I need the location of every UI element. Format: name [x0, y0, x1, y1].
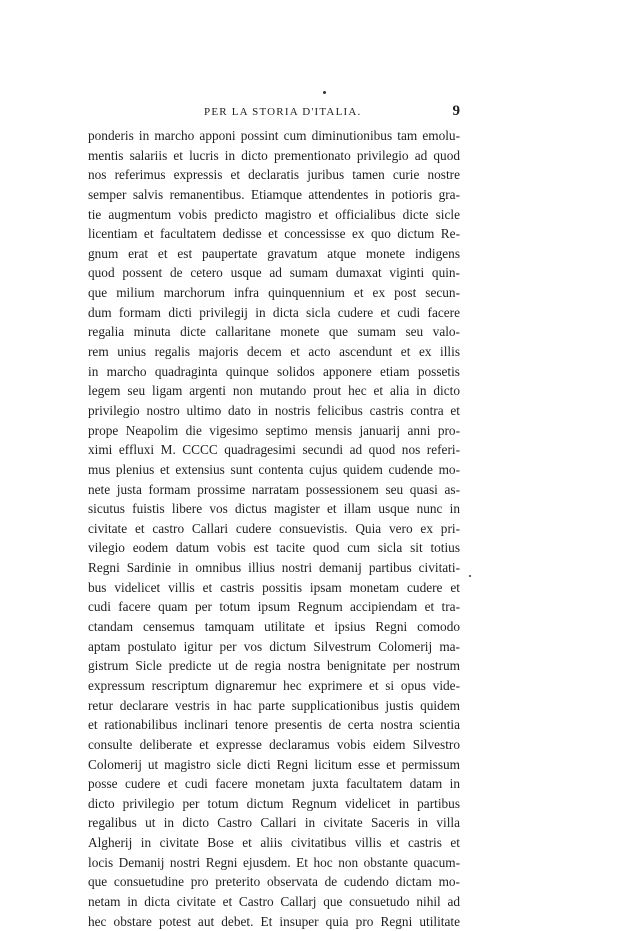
- text-line: licentiam et facultatem dedisse et concessisse ex quo dictum Re-: [88, 226, 460, 242]
- text-line: cudi facere quam per totum ipsum Regnum accipiendam et tra-: [88, 599, 460, 615]
- text-line: gnum erat et est paupertate gravatum atque monete indigens: [88, 245, 460, 261]
- text-line: consulte deliberate et expresse declaramus vobis eidem Silvestro: [88, 736, 460, 752]
- text-line: et rationabilibus inclinari tenore presentis de certa nostra scientia: [88, 717, 460, 733]
- text-line: quod possent de cetero usque ad sumam dumaxat viginti quin-: [88, 265, 460, 281]
- ink-speck: [323, 91, 326, 94]
- text-line: dicto privilegio per totum dictum Regnum videlicet in partibus: [88, 795, 460, 811]
- text-line: legem seu ligam argenti non mutando prout hec et alia in dicto: [88, 383, 460, 399]
- text-line: civitate et castro Callari cudere consuevistis. Quia vero ex pri-: [88, 520, 460, 536]
- ink-speck: [469, 575, 471, 577]
- text-line: prope Neapolim die vigesimo septimo mensis januarij anni pro-: [88, 422, 460, 438]
- text-line: Regni Sardinie in omnibus illius nostri demanij partibus civitati-: [88, 560, 460, 576]
- text-line: nos referimus expressis et declaratis juribus tamen curie nostre: [88, 167, 460, 183]
- text-line: privilegio nostro ultimo dato in nostris felicibus castris contra et: [88, 402, 460, 418]
- running-title: PER LA STORIA D'ITALIA.: [204, 106, 362, 118]
- text-line: ctandam censemus tamquam utilitate et ipsius Regni comodo: [88, 619, 460, 635]
- text-line: dum formam dicti privilegij in dicta sicla cudere et cudi facere: [88, 304, 460, 320]
- text-line: mentis salariis et lucris in dicto prementionato privilegio ad quod: [88, 147, 460, 163]
- text-line: gistrum Sicle predicte ut de regia nostra benignitate per nostrum: [88, 658, 460, 674]
- text-line: aptam postulato igitur per vos dictum Silvestrum Colomerij ma-: [88, 638, 460, 654]
- text-line: in marcho quadraginta quinque solidos apponere etiam possetis: [88, 363, 460, 379]
- page-number: 9: [452, 103, 460, 119]
- text-line: locis Demanij nostri Regni ejusdem. Et hoc non obstante quacum-: [88, 854, 460, 870]
- text-line: netam in dicta civitate et Castro Callarj que consuetudo nihil ad: [88, 893, 460, 909]
- text-line: vilegio eodem datum vobis est tacite quod cum sicla sit totius: [88, 540, 460, 556]
- text-line: Colomerij ut magistro sicle dicti Regni licitum esse et permissum: [88, 756, 460, 772]
- text-line: rem unius regalis majoris decem et acto ascendunt et ex illis: [88, 344, 460, 360]
- text-line: ximi effluxi M. CCCC quadragesimi secundi ad quod nos referi-: [88, 442, 460, 458]
- text-line: regalibus ut in dicto Castro Callari in civitate Saceris in villa: [88, 815, 460, 831]
- running-head: [88, 103, 460, 123]
- text-line: nete justa formam prossime narratam possessionem seu quasi as-: [88, 481, 460, 497]
- text-line: semper salvis remanentibus. Etiamque attendentes in potioris gra-: [88, 186, 460, 202]
- text-line: Algherij in civitate Bose et aliis civitatibus villis et castris et: [88, 835, 460, 851]
- text-line: que milium marchorum infra quinquennium et ex post secun-: [88, 285, 460, 301]
- text-line: posse cudere et cudi facere monetam juxta facultatem datam in: [88, 776, 460, 792]
- body-text: [88, 126, 460, 931]
- text-line: bus videlicet villis et castris possitis ipsam monetam cudere et: [88, 579, 460, 595]
- text-line: sicutus fuistis libere vos dictus magister et illam usque nunc in: [88, 501, 460, 517]
- text-line: tie augmentum vobis predicto magistro et officialibus dicte sicle: [88, 206, 460, 222]
- text-line: mus plenius et extensius sunt contenta cujus quidem cudende mo-: [88, 461, 460, 477]
- text-line: regalia minuta dicte callaritane monete que sumam seu valo-: [88, 324, 460, 340]
- text-line: que consuetudine pro preterito observata de cudendo dictam mo-: [88, 874, 460, 890]
- text-line: expressum rescriptum dignaremur hec exprimere et si opus vide-: [88, 677, 460, 693]
- text-line: ponderis in marcho apponi possint cum diminutionibus tam emolu-: [88, 128, 460, 143]
- text-line: retur declarare vestris in hac parte supplicationibus justis quidem: [88, 697, 460, 713]
- text-line: hec obstare potest aut debet. Et insuper quia pro Regni utilitate: [88, 913, 460, 929]
